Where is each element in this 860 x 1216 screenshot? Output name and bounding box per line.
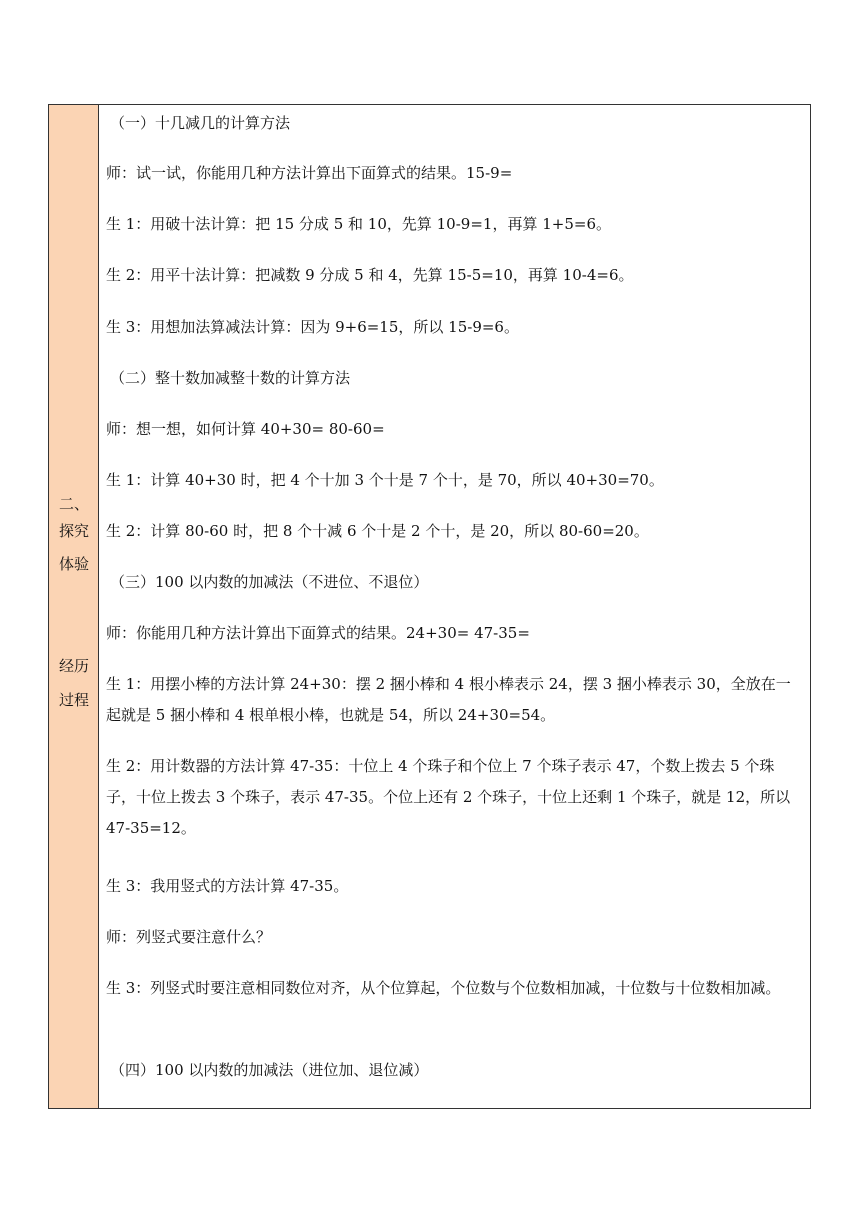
subsection-heading: （三）100 以内数的加减法（不进位、不退位）	[110, 573, 429, 591]
lesson-table	[48, 104, 811, 1109]
section-label-line: 过程	[58, 691, 89, 709]
dialogue-paragraph: 生 3：列竖式时要注意相同数位对齐，从个位算起，个位数与个位数相加减，十位数与十位数相加减。	[106, 979, 781, 997]
subsection-heading: （二）整十数加减整十数的计算方法	[110, 369, 351, 387]
dialogue-paragraph: 生 2：用平十法计算：把减数 9 分成 5 和 4，先算 15-5=10，再算 10-4=6。	[106, 266, 634, 284]
dialogue-paragraph: 生 1：用破十法计算：把 15 分成 5 和 10，先算 10-9=1，再算 1+5=6。	[106, 215, 611, 233]
dialogue-paragraph: 师：列竖式要注意什么？	[106, 928, 272, 946]
section-label-line: 二、	[58, 495, 89, 513]
section-label-line: 探究	[58, 522, 89, 540]
content-cell	[99, 105, 810, 1108]
dialogue-paragraph: 生 1：用摆小棒的方法计算 24+30：摆 2 捆小棒和 4 根小棒表示 24，摆 3 捆小棒表示 30，全放在一起就是 5 捆小棒和 4 根单根小棒，也就是 54，所以 24+30=54。	[106, 675, 791, 724]
subsection-heading: （四）100 以内数的加减法（进位加、退位减）	[110, 1061, 429, 1079]
dialogue-paragraph: 生 2：用计数器的方法计算 47-35：十位上 4 个珠子和个位上 7 个珠子表示 47，个数上拨去 5 个珠子，十位上拨去 3 个珠子，表示 47-35。个位上还有 2 个珠子，十位上还剩 1 个珠子，就是 12，所以 47-35=12。	[106, 757, 791, 837]
dialogue-paragraph: 师：想一想，如何计算 40+30= 80-60=	[106, 420, 385, 438]
dialogue-paragraph: 生 2：计算 80-60 时，把 8 个十减 6 个十是 2 个十，是 20，所以 80-60=20。	[106, 522, 649, 540]
section-label-cell	[49, 105, 99, 1108]
dialogue-paragraph: 生 1：计算 40+30 时，把 4 个十加 3 个十是 7 个十，是 70，所以 40+30=70。	[106, 471, 664, 489]
section-label-line: 经历	[58, 657, 89, 675]
dialogue-paragraph: 师：你能用几种方法计算出下面算式的结果。24+30= 47-35=	[106, 624, 530, 642]
dialogue-paragraph: 生 3：我用竖式的方法计算 47-35。	[106, 877, 349, 895]
subsection-heading: （一）十几减几的计算方法	[110, 114, 291, 132]
section-label-line: 体验	[58, 555, 89, 573]
dialogue-paragraph: 师：试一试，你能用几种方法计算出下面算式的结果。15-9=	[106, 164, 513, 182]
dialogue-paragraph: 生 3：用想加法算减法计算：因为 9+6=15，所以 15-9=6。	[106, 318, 519, 336]
